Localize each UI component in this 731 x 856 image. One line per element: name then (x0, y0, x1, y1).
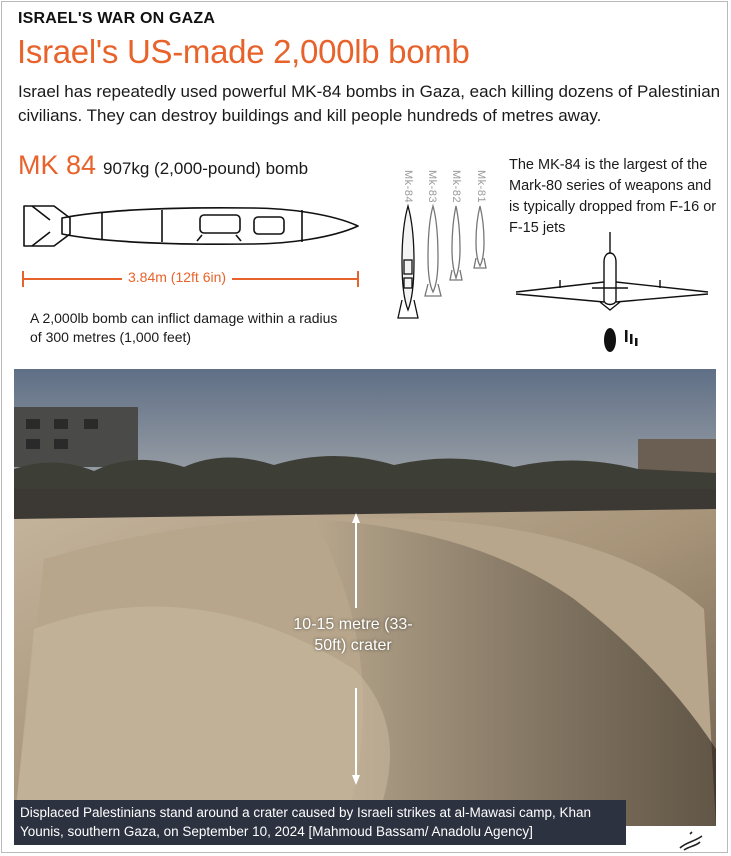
subtitle: Israel has repeatedly used powerful MK-84 bombs in Gaza, each killing dozens of Palestinian civilians. They can destroy buildings and kill people hundreds of metres away. (18, 82, 721, 125)
bomb-name: MK 84 (18, 150, 97, 180)
series-label-mk82: Mk-82 (450, 170, 462, 204)
series-label-mk84: Mk-84 (402, 170, 414, 204)
kicker: ISRAEL'S WAR ON GAZA (18, 10, 216, 27)
length-tick-left (22, 271, 24, 287)
bomb-length: 3.84m (12ft 6in) (122, 269, 232, 285)
al-jazeera-logo-icon (676, 830, 706, 852)
series-label-mk81: Mk-81 (475, 170, 487, 204)
photo-caption: Displaced Palestinians stand around a crater caused by Israeli strikes at al-Mawasi camp, Khan Younis, southern Gaza, on September 10, 2024 [Mahmoud Bassam/ Anadolu Agency] (14, 800, 626, 845)
crater-photo (14, 369, 716, 826)
bomb-weight: 907kg (2,000-pound) bomb (103, 159, 309, 178)
radius-note: A 2,000lb bomb can inflict damage within a radius of 300 metres (1,000 feet) (30, 310, 338, 345)
jet-illustration (514, 230, 714, 360)
series-bombs-illustration (392, 200, 492, 325)
bomb-side-illustration (22, 196, 362, 256)
series-description: The MK-84 is the largest of the Mark-80 series of weapons and is typically dropped from F-16 or F-15 jets (509, 157, 717, 236)
crater-size-label: 10-15 metre (33-50ft) crater (293, 616, 413, 654)
length-tick-right (357, 271, 359, 287)
page-title: Israel's US-made 2,000lb bomb (17, 33, 470, 70)
series-label-mk83: Mk-83 (426, 170, 438, 204)
